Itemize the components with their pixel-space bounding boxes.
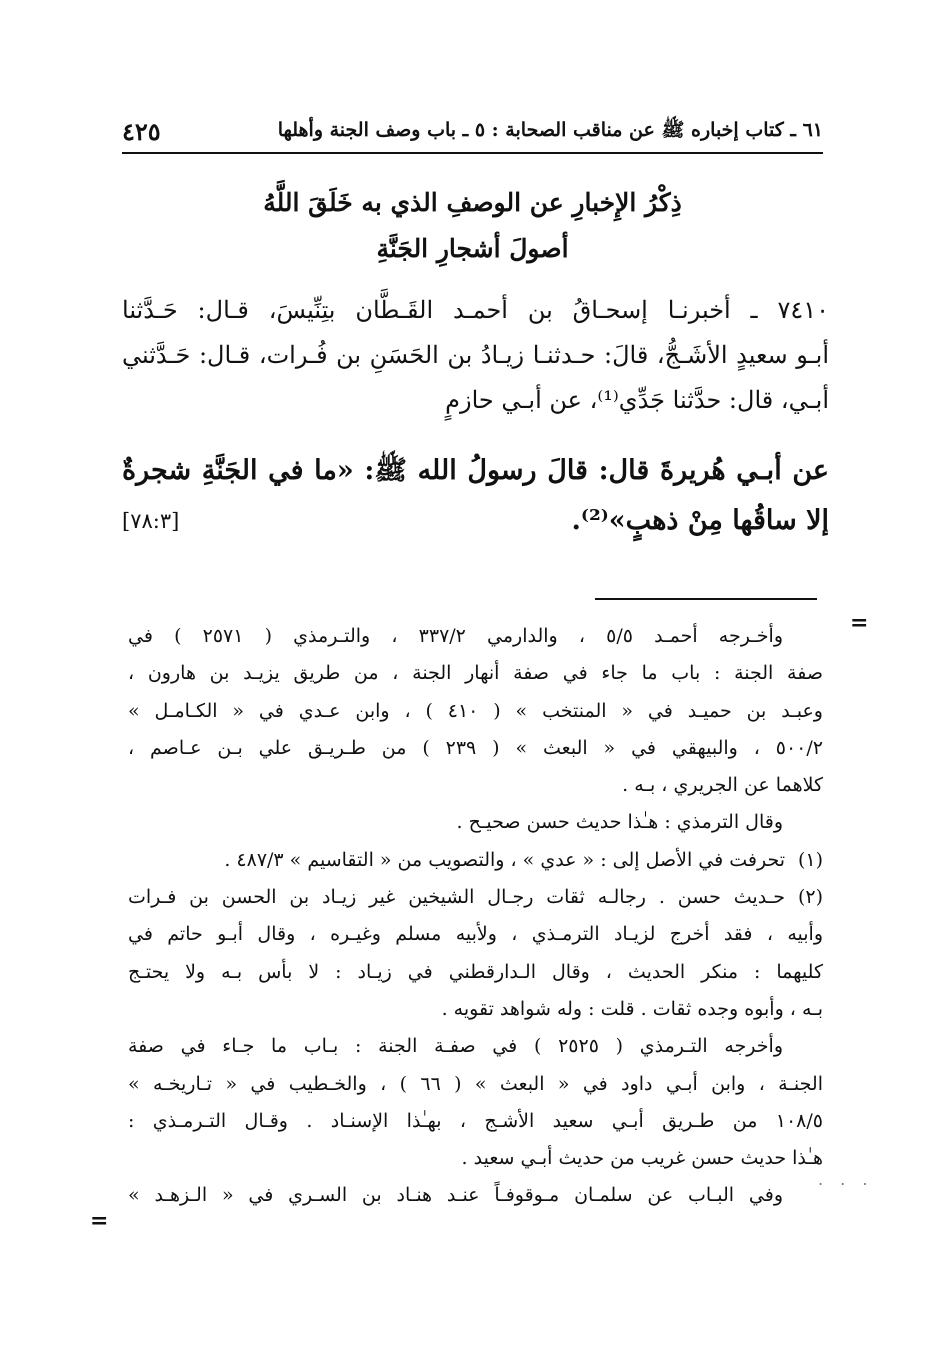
footnote-line: ١٠٨/٥ من طـريق أبـي سعيد الأشـج ، بهـٰذا الإسنـاد . وقـال التـرمـذي : — [128, 1109, 823, 1132]
footnote-separator — [595, 598, 817, 600]
header-rule — [122, 152, 823, 154]
footnote-line: ٥٠٠/٢ ، والبيهقي في « البعث » ( ٢٣٩ ) من طـريـق علي بـن عـاصم ، — [128, 736, 823, 759]
isnad-line: أبـو سعيدٍ الأشَـجُّ، قالَ: حـدثنـا زيـادُ بن الحَسَنِ بن فُـرات، قـال: حَـدَّثني — [122, 341, 829, 369]
hadith-matn — [122, 446, 829, 546]
footnote-line: حـديث حسن . رجالـه ثقات رجـال الشيخين غير زيـاد بن الحسن بن فـرات — [128, 886, 785, 909]
footnote-line: صفة الجنة : باب ما جاء في صفة أنهار الجنة ، من طريق يزيـد بن هارون ، — [128, 662, 823, 685]
footnote-line: الجنـة ، وابن أبـي داود في « البعث » ( ٦٦ ) ، والخـطيب في « تـاريخـه » — [128, 1072, 823, 1095]
footnote-line: وأخـرجه أحمـد ٥/٥ ، والدارمي ٣٣٧/٢ ، والتـرمذي ( ٢٥٧١ ) في — [128, 625, 783, 647]
footnote-number: (٢) — [797, 886, 823, 909]
continuation-mark: = — [90, 1208, 109, 1234]
footnote-line: بـه ، وأبوه وجده ثقات . قلت : وله شواهد تقويه . — [441, 997, 823, 1020]
footnotes — [128, 618, 823, 1215]
footnote-line: وأبيه ، فقد أخرج لزيـاد الترمـذي ، ولأبيه مسلم وغيـره ، وقال أبـو حاتم في — [128, 923, 823, 946]
footnote-2 — [128, 879, 823, 1215]
footnote-line: وقال الترمذي : هـٰذا حديث حسن صحيـح . — [456, 811, 783, 834]
footnote-line: كلاهما عن الجريري ، بـه . — [622, 774, 823, 797]
footnote-line: وأخرجه التـرمذي ( ٢٥٢٥ ) في صفـة الجنة : بـاب ما جـاء في صفة — [128, 1035, 783, 1058]
footnote-number: (١) — [797, 848, 823, 871]
matn-line: إلا ساقُها مِنْ ذهبٍ»⁽²⁾. — [571, 505, 829, 536]
chapter-heading — [122, 180, 823, 272]
footnote-line: هـٰذا حديث حسن غريب من حديث أبـي سعيد . — [461, 1147, 823, 1170]
isnad-line: أبـي، قال: حدَّثنا جَدِّي⁽¹⁾، عن أبـي حازمٍ — [445, 386, 829, 414]
matn-line-with-reference — [122, 496, 829, 546]
footnote-line: كليهما : منكر الحديث ، وقال الـدارقطني في زيـاد : لا بأس بـه ولا يحتـج — [128, 960, 823, 983]
running-head — [122, 112, 823, 146]
running-head-title: ٦١ ـ كتاب إخباره ﷺ عن مناقب الصحابة : ٥ ـ باب وصف الجنة وأهلها — [277, 119, 823, 141]
hadith-isnad — [122, 288, 829, 423]
chapter-heading-line-1: ذِكْرُ الإِخبارِ عن الوصفِ الذي به خَلَقَ اللَّهُ — [263, 188, 682, 217]
continuation-mark: = — [850, 610, 869, 636]
footnote-line: تحرفت في الأصل إلى : « عدي » ، والتصويب من « التقاسيم » ٤٨٧/٣ . — [224, 848, 785, 871]
margin-dots: . . . — [818, 1170, 874, 1189]
footnote-line: وعبـد بن حميـد في « المنتخب » ( ٤١٠ ) ، وابن عـدي في « الكـامـل » — [128, 699, 823, 722]
matn-line: عن أبـي هُريرةَ قال: قالَ رسولُ الله ﷺ: «ما في الجَنَّةِ شجرةٌ — [122, 455, 829, 486]
footnote-line: وفي البـاب عن سلمـان مـوقوفـاً عنـد هنـاد بن السـري في « الـزهـد » — [128, 1184, 783, 1207]
page-number: ٤٢٥ — [122, 117, 161, 146]
chapter-heading-line-2: أصولَ أشجارِ الجَنَّةِ — [376, 234, 569, 263]
footnote-1 — [128, 842, 823, 879]
source-reference: [٧٨:٣] — [122, 509, 180, 533]
isnad-line: ٧٤١٠ ـ أخبرنـا إسحـاقُ بن أحمـد القَـطَّان بتِنِّيسَ، قـال: حَـدَّثنا — [122, 296, 829, 324]
